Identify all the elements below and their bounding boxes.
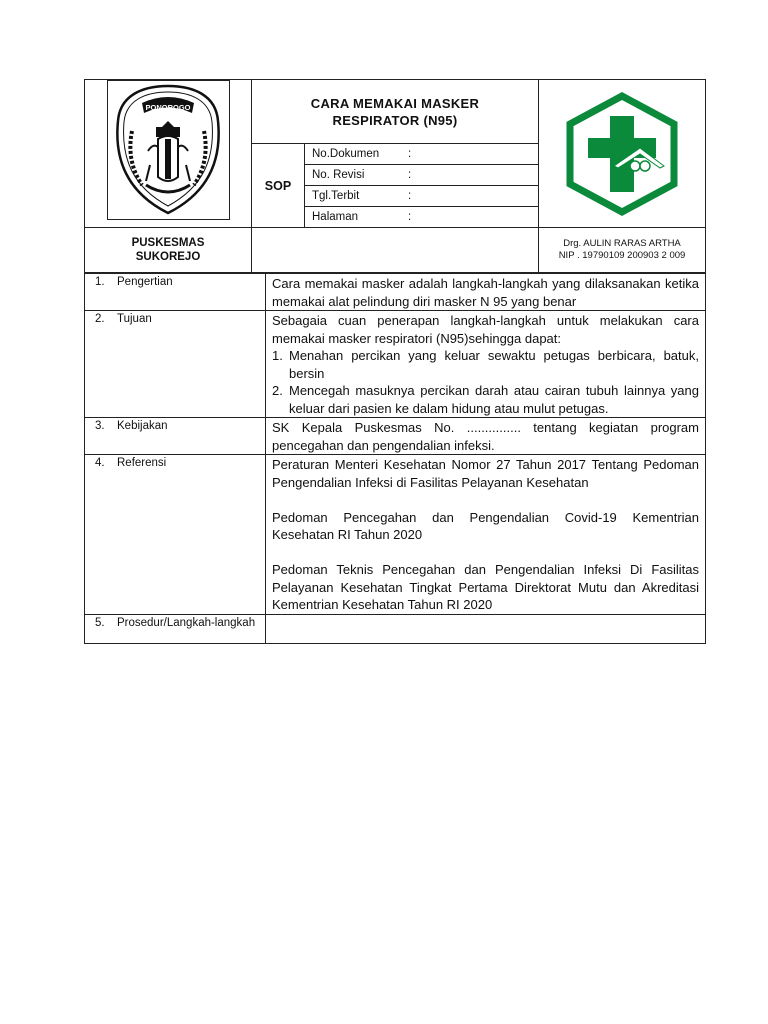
list-item [272,382,699,417]
tujuan-intro: Sebagaia cuan penerapan langkah-langkah untuk melakukan cara memakai masker respiratori (N95)sehingga dapat: [272,313,699,346]
meta-value: : [408,169,412,181]
section-number: 2. [95,313,105,325]
ponorogo-emblem-logo [107,80,230,220]
reference-2: Pedoman Pencegahan dan Pengendalian Covid-19 Kementrian Kesehatan RI Tahun 2020 [272,509,699,542]
section-number: 4. [95,457,105,469]
document-header [84,79,706,228]
section-row-prosedur [85,614,706,643]
section-title: Tujuan [117,313,152,325]
puskesmas-cross-icon [560,92,684,216]
meta-value: : [408,211,412,223]
org-line-1: PUSKESMAS [131,237,205,249]
sop-content-table [84,273,706,644]
meta-key: No. Revisi [312,169,365,181]
section-text [266,311,706,418]
section-title: Kebijakan [117,420,168,432]
reference-3: Pedoman Teknis Pencegahan dan Pengendalian Infeksi Di Fasilitas Pelayanan Kesehatan Tingkat Pertama Direktorat Mutu dan Akreditasi Kementrian Kesehatan Tahun RI 2020 [272,562,699,612]
list-number: 2. [272,383,283,398]
document-meta [305,144,538,228]
meta-row-document-number [305,144,538,165]
signer-nip: NIP . 19790109 200903 2 009 [558,250,686,261]
list-text: Mencegah masuknya percikan darah atau cairan tubuh lainnya yang keluar dari pasien ke dalam hidung atau mulut petugas. [289,383,699,416]
meta-row-revision [305,165,538,186]
section-label [85,311,266,418]
meta-key: Tgl.Terbit [312,190,360,202]
sop-document [84,79,706,644]
meta-value: : [408,190,412,202]
section-text [266,614,706,643]
section-row-pengertian [85,274,706,311]
list-item [272,347,699,382]
tujuan-list [272,347,699,417]
section-label [85,614,266,643]
meta-row-issue-date [305,186,538,207]
meta-value: : [408,148,412,160]
signer-block [539,228,705,272]
section-row-referensi [85,455,706,615]
section-label [85,455,266,615]
organization-name [85,228,252,272]
blank-cell [252,228,539,272]
section-number: 1. [95,276,105,288]
list-text: Menahan percikan yang keluar sewaktu petugas berbicara, batuk, bersin [289,348,699,381]
section-text: SK Kepala Puskesmas No. ............... tentang kegiatan program pencegahan dan pengendalian infeksi. [266,418,706,455]
svg-text:PONOROGO: PONOROGO [145,103,191,112]
section-row-tujuan [85,311,706,418]
meta-key: Halaman [312,211,359,223]
org-signature-row [84,228,706,273]
org-line-2: SUKOREJO [135,251,201,263]
section-number: 3. [95,420,105,432]
section-text: Cara memakai masker adalah langkah-langkah yang dilaksanakan ketika memakai alat pelindung diri masker N 95 yang benar [266,274,706,311]
section-row-kebijakan [85,418,706,455]
signer-name: Drg. AULIN RARAS ARTHA [563,238,681,249]
document-title [252,80,538,144]
shield-emblem-icon [108,81,229,219]
meta-key: No.Dokumen [312,148,380,160]
meta-row-page [305,207,538,228]
section-label [85,274,266,311]
section-title: Prosedur/Langkah-langkah [117,616,256,629]
section-title: Pengertian [117,276,173,288]
section-title: Referensi [117,457,167,469]
sop-label: SOP [252,144,305,228]
section-label [85,418,266,455]
reference-1: Peraturan Menteri Kesehatan Nomor 27 Tahun 2017 Tentang Pedoman Pengendalian Infeksi di Fasilitas Pelayanan Kesehatan [272,457,699,490]
title-line-1: CARA MEMAKAI MASKER [310,95,480,111]
section-text [266,455,706,615]
puskesmas-logo [539,80,705,228]
title-line-2: RESPIRATOR (N95) [332,112,458,128]
list-number: 1. [272,348,283,363]
section-number: 5. [95,616,105,629]
